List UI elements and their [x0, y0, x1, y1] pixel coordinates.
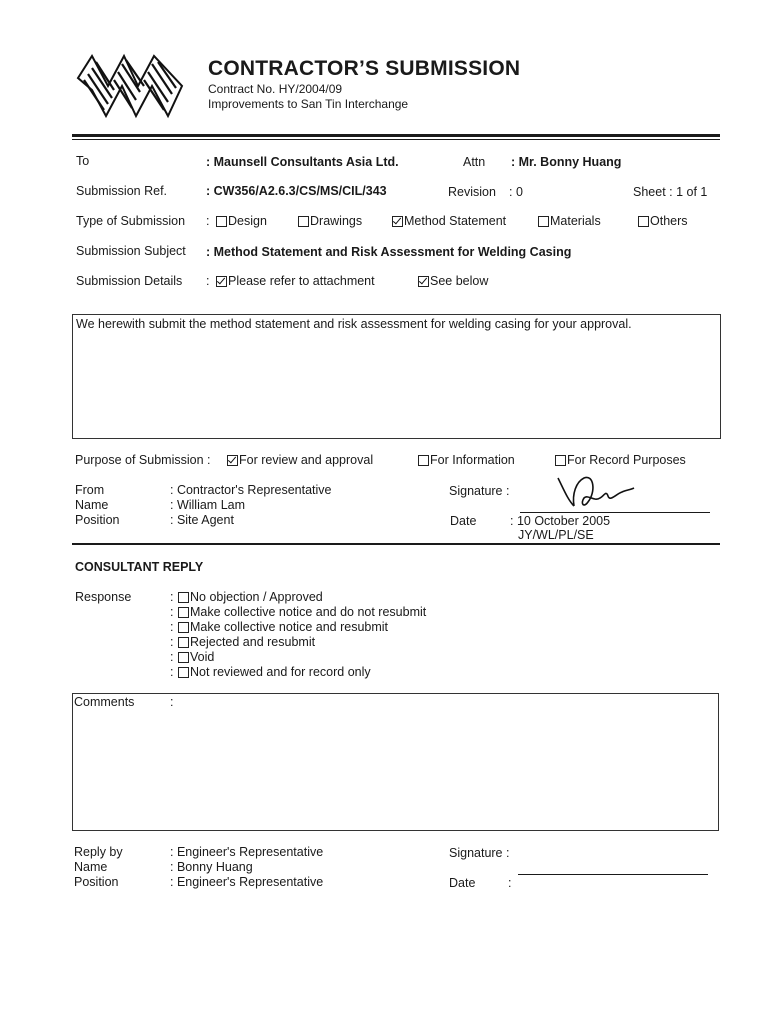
reply-name-label: Name — [74, 860, 108, 874]
checkbox-icon[interactable] — [178, 592, 189, 603]
type-option-4-label: Others — [650, 214, 688, 228]
date-value: : 10 October 2005 — [510, 514, 611, 528]
checkbox-icon[interactable] — [178, 622, 189, 633]
reply-name-value: : Bonny Huang — [170, 860, 253, 874]
section-divider — [72, 543, 720, 545]
sheet-number: Sheet : 1 of 1 — [633, 185, 708, 199]
details-option-1-label: See below — [430, 274, 489, 288]
header-divider — [72, 134, 720, 137]
response-label: Response — [75, 590, 132, 604]
type-option-0-label: Design — [228, 214, 267, 228]
response-colon: : — [170, 620, 174, 634]
purpose-option-2[interactable] — [555, 453, 686, 467]
checked-checkbox-icon[interactable] — [392, 216, 403, 227]
position-value: : Site Agent — [170, 513, 234, 527]
type-option-3-label: Materials — [550, 214, 601, 228]
reply-signature-line — [518, 874, 708, 875]
contractor-signature — [550, 468, 640, 516]
comments-box — [72, 693, 719, 831]
details-option-0-label: Please refer to attachment — [228, 274, 375, 288]
reply-signature-label: Signature : — [449, 846, 510, 860]
type-option-2[interactable] — [392, 214, 506, 228]
response-colon: : — [170, 635, 174, 649]
subject-value: : Method Statement and Risk Assessment for Welding Casing — [206, 245, 572, 259]
response-option-1[interactable] — [178, 605, 426, 619]
response-option-0-label: No objection / Approved — [190, 590, 323, 604]
purpose-option-0-label: For review and approval — [239, 453, 374, 467]
attn-value: : Mr. Bonny Huang — [511, 155, 622, 169]
comments-colon: : — [170, 695, 174, 709]
date-label: Date — [450, 514, 477, 528]
initials: JY/WL/PL/SE — [518, 528, 594, 542]
reply-position-value: : Engineer's Representative — [170, 875, 324, 889]
name-value: : William Lam — [170, 498, 246, 512]
checked-checkbox-icon[interactable] — [216, 276, 227, 287]
response-option-1-label: Make collective notice and do not resubmit — [190, 605, 427, 619]
type-option-4[interactable] — [638, 214, 688, 228]
purpose-option-1-label: For Information — [430, 453, 515, 467]
checkbox-icon[interactable] — [216, 216, 227, 227]
response-option-5-label: Not reviewed and for record only — [190, 665, 371, 679]
to-label: To — [76, 154, 90, 168]
checkbox-icon[interactable] — [178, 607, 189, 618]
type-option-2-label: Method Statement — [404, 214, 507, 228]
response-colon: : — [170, 650, 174, 664]
reply-date-value: : — [508, 876, 512, 890]
response-option-0[interactable] — [178, 590, 323, 604]
header-divider-thin — [72, 139, 720, 140]
details-option-1[interactable] — [418, 274, 488, 288]
checkbox-icon[interactable] — [298, 216, 309, 227]
response-option-4[interactable] — [178, 650, 214, 664]
checkbox-icon[interactable] — [555, 455, 566, 466]
response-option-2-label: Make collective notice and resubmit — [190, 620, 389, 634]
position-label: Position — [75, 513, 120, 527]
consultant-heading: CONSULTANT REPLY — [75, 560, 204, 574]
purpose-option-1[interactable] — [418, 453, 515, 467]
response-colon: : — [170, 665, 174, 679]
subject-label: Submission Subject — [76, 244, 186, 258]
purpose-option-0[interactable] — [227, 453, 373, 467]
ref-label: Submission Ref. — [76, 184, 168, 198]
contract-number: Contract No. HY/2004/09 — [208, 82, 343, 96]
name-label: Name — [75, 498, 109, 512]
type-option-3[interactable] — [538, 214, 601, 228]
signature-label: Signature : — [449, 484, 510, 498]
revision-label: Revision — [448, 185, 496, 199]
ref-value: : CW356/A2.6.3/CS/MS/CIL/343 — [206, 184, 387, 198]
company-logo — [74, 50, 186, 122]
response-option-2[interactable] — [178, 620, 388, 634]
response-colon: : — [170, 590, 174, 604]
from-value: : Contractor's Representative — [170, 483, 332, 497]
checkbox-icon[interactable] — [178, 652, 189, 663]
from-label: From — [75, 483, 105, 497]
details-label: Submission Details — [76, 274, 183, 288]
to-value: : Maunsell Consultants Asia Ltd. — [206, 155, 399, 169]
reply-position-label: Position — [74, 875, 119, 889]
details-colon: : — [206, 274, 210, 288]
reply-by-label: Reply by — [74, 845, 123, 859]
purpose-option-2-label: For Record Purposes — [567, 453, 686, 467]
details-option-0[interactable] — [216, 274, 375, 288]
comments-label: Comments — [74, 695, 135, 709]
reply-by-value: : Engineer's Representative — [170, 845, 324, 859]
checkbox-icon[interactable] — [418, 455, 429, 466]
response-option-3[interactable] — [178, 635, 315, 649]
submission-body-box — [72, 314, 721, 439]
submission-body-text: We herewith submit the method statement and risk assessment for welding casing for your approval. — [76, 317, 632, 331]
checkbox-icon[interactable] — [538, 216, 549, 227]
type-option-1[interactable] — [298, 214, 362, 228]
checkbox-icon[interactable] — [178, 667, 189, 678]
response-option-3-label: Rejected and resubmit — [190, 635, 316, 649]
project-name: Improvements to San Tin Interchange — [208, 97, 409, 111]
checkbox-icon[interactable] — [178, 637, 189, 648]
checked-checkbox-icon[interactable] — [227, 455, 238, 466]
response-colon: : — [170, 605, 174, 619]
type-colon: : — [206, 214, 210, 228]
type-option-1-label: Drawings — [310, 214, 363, 228]
signature-line — [520, 512, 710, 513]
document-title: CONTRACTOR’S SUBMISSION — [208, 57, 521, 80]
purpose-label: Purpose of Submission : — [75, 453, 211, 467]
revision-value: : 0 — [509, 185, 523, 199]
response-option-5[interactable] — [178, 665, 371, 679]
response-option-4-label: Void — [190, 650, 215, 664]
checked-checkbox-icon[interactable] — [418, 276, 429, 287]
checkbox-icon[interactable] — [638, 216, 649, 227]
reply-date-label: Date — [449, 876, 476, 890]
attn-label: Attn — [463, 155, 486, 169]
type-option-0[interactable] — [216, 214, 267, 228]
type-label: Type of Submission — [76, 214, 186, 228]
